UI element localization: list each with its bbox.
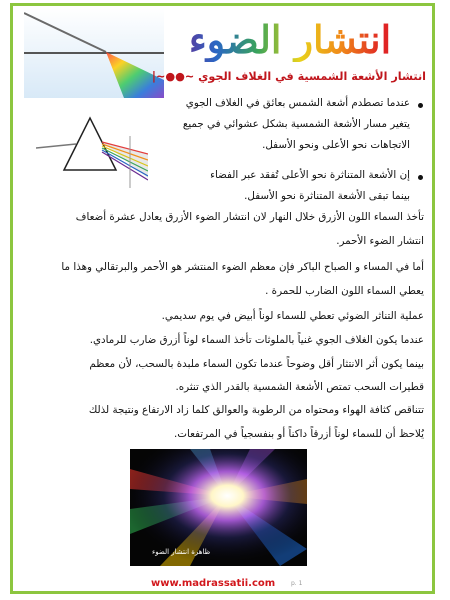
footer-link[interactable]: www.madrassatii.com bbox=[151, 578, 276, 589]
bullet-dot bbox=[418, 175, 423, 180]
paragraph-1-line-1: تأخذ السماء اللون الأزرق خلال النهار لان انتشار الضوء الأزرق يعادل عشرة أضعاف bbox=[75, 211, 424, 223]
bullet-2-line-2: بينما تبقى الأشعة المتناثرة نحو الأسفل. bbox=[244, 190, 410, 202]
bullet-dot bbox=[418, 103, 423, 108]
paragraph-5-line-2: قطيرات السحب تمتص الأشعة الشمسية بالقدر الذي تنثره. bbox=[175, 381, 424, 393]
page-number: p. 1 bbox=[291, 580, 303, 587]
refraction-illustration bbox=[24, 8, 164, 98]
paragraph-6-line-2: يُلاحظ أن للسماء لوناً أزرقاً داكناً أو بنفسجياً في المرتفعات. bbox=[174, 428, 424, 440]
paragraph-1-line-2: انتشار الضوء الأحمر. bbox=[336, 235, 424, 247]
bullet-1-line-2: يتغير مسار الأشعة الشمسية بشكل عشوائي في جميع bbox=[182, 118, 410, 130]
paragraph-6-line-1: تتناقص كثافة الهواء ومحتواه من الرطوبة والعوالق كلما زاد الارتفاع ونتيجة لذلك bbox=[88, 404, 424, 416]
paragraph-2-line-2: يعطي السماء اللون الضارب للحمرة . bbox=[265, 285, 424, 297]
photo-caption: ظاهرة انتشار الضوء bbox=[152, 548, 211, 556]
bullet-1-line-1: عندما تصطدم أشعة الشمس بعائق في الغلاف الجوي bbox=[185, 97, 410, 109]
prism-illustration bbox=[36, 108, 148, 190]
paragraph-2-line-1: أما في المساء و الصباح الباكر فإن معظم الضوء المنتشر هو الأحمر والبرتقالي وهذا ما bbox=[61, 261, 424, 273]
paragraph-5-line-1: بينما يكون أثر الانتثار أقل وضوحاً عندما تكون السماء ملبدة بالسحب، لأن معظم bbox=[89, 358, 424, 370]
section-subtitle: انتشار الأشعة الشمسية في الغلاف الجوي ~●●~| bbox=[151, 70, 426, 83]
paragraph-4: عندما يكون الغلاف الجوي غنياً بالملوثات تأخذ السماء لوناً أزرق ضارب للرمادي. bbox=[89, 334, 424, 346]
page-title: انتشار الضوء bbox=[175, 18, 405, 62]
paragraph-3: عملية التناثر الضوئي تعطي للسماء لوناً أبيض في يوم سديمي. bbox=[161, 310, 424, 322]
bullet-1-line-3: الاتجاهات نحو الأعلى ونحو الأسفل. bbox=[262, 139, 410, 151]
bullet-2-line-1: إن الأشعة المتناثرة نحو الأعلى تُفقد عبر الفضاء bbox=[210, 169, 410, 181]
